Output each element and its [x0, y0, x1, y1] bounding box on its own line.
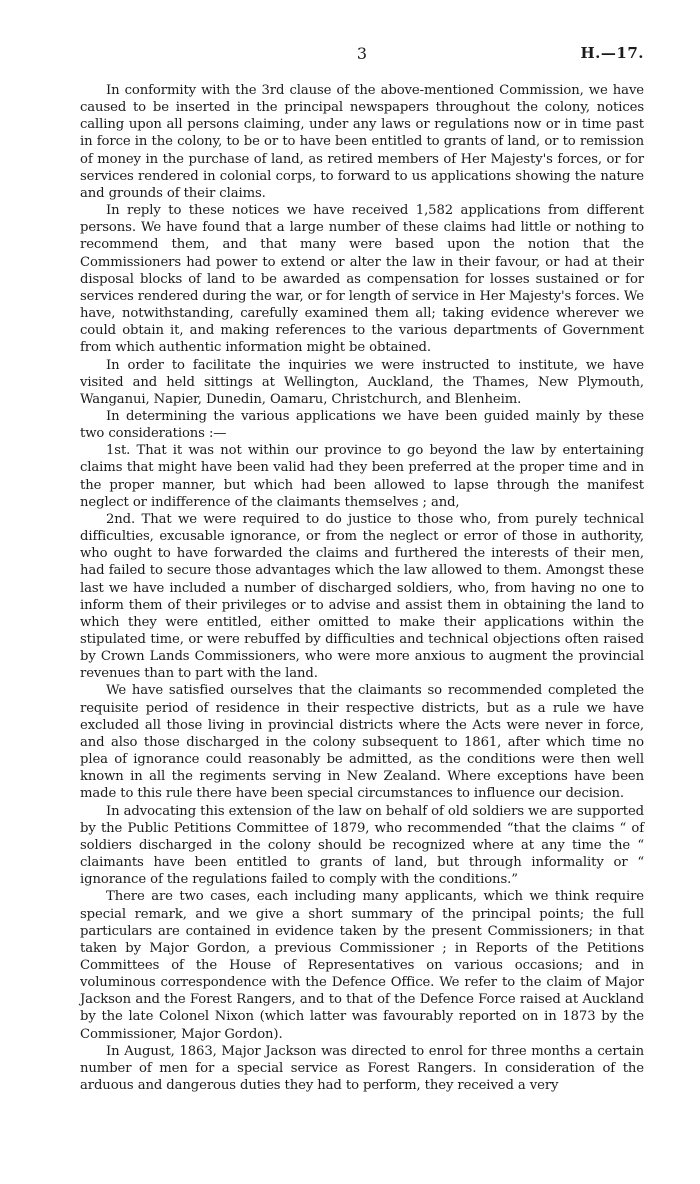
- page-header: [80, 44, 644, 68]
- paragraph: 2nd. That we were required to do justice to those who, from purely technical difficulties, excusable ignorance, or from the neglect or error of those in authority, who ought to have forwarded the claims and furthered the interests of their men, had failed to secure those advantages which the law allowed to them. Amongst these last we have included a number of discharged soldiers, who, from having no one to inform them of their privileges or to advise and assist them in obtaining the land to which they were entitled, either omitted to make their applications within the stipulated time, or were rebuffed by difficulties and technical objections often raised by Crown Lands Commissioners, who were more anxious to augment the provincial revenues than to part with the land.: [80, 511, 644, 682]
- body-text: [80, 82, 644, 1094]
- paragraph: In order to facilitate the inquiries we were instructed to institute, we have visited and held sittings at Wellington, Auckland, the Thames, New Plymouth, Wanganui, Napier, Dunedin, Oamaru, Christchurch, and Blenheim.: [80, 357, 644, 407]
- paragraph: In conformity with the 3rd clause of the above-mentioned Commission, we have caused to be inserted in the principal newspapers throughout the colony, notices calling upon all persons claiming, under any laws or regulations now or in time past in force in the colony, to be or to have been entitled to grants of land, or to remission of money in the purchase of land, as retired members of Her Majesty's forces, or for services rendered in colonial corps, to forward to us applications showing the nature and grounds of their claims.: [80, 83, 644, 201]
- paragraph: In reply to these notices we have received 1,582 applications from different persons. We have found that a large number of these claims had little or nothing to recommend them, and that many were based upon the notion that the Commissioners had power to extend or alter the law in their favour, or had at their disposal blocks of land to be awarded as compensation for losses sustained or for services rendered during the war, or for length of service in Her Majesty's forces. We have, notwithstanding, carefully examined them all; taking evidence wherever we could obtain it, and making references to the various departments of Government from which authentic information might be obtained.: [80, 203, 644, 356]
- document-code: H.—17.: [580, 44, 644, 62]
- paragraph: 1st. That it was not within our province to go beyond the law by entertaining claims that might have been valid had they been preferred at the proper time and in the proper manner, but which had been allowed to lapse through the manifest neglect or indifference of the claimants themselves ; and,: [80, 443, 644, 510]
- paragraph: In advocating this extension of the law on behalf of old soldiers we are supported by the Public Petitions Committee of 1879, who recommended “that the claims “ of soldiers discharged in the colony should be recognized where at any time the “ claimants have been entitled to grants of land, but through informality or “ ignorance of the regulations failed to comply with the conditions.”: [80, 803, 644, 888]
- paragraph: In August, 1863, Major Jackson was directed to enrol for three months a certain number of men for a special service as Forest Rangers. In consideration of the arduous and dangerous duties they had to perform, they received a very: [80, 1043, 644, 1094]
- paragraph: In determining the various applications we have been guided mainly by these two considerations :—: [80, 408, 644, 442]
- page-number: 3: [356, 44, 368, 63]
- paragraph: There are two cases, each including many applicants, which we think require special remark, and we give a short summary of the principal points; the full particulars are contained in evidence taken by the present Commissioners; in that taken by Major Gordon, a previous Commissioner ; in Reports of the Petitions Committees of the House of Representatives on various occasions; and in voluminous correspondence with the Defence Office. We refer to the claim of Major Jackson and the Forest Rangers, and to that of the Defence Force raised at Auckland by the late Colonel Nixon (which latter was favourably reported on in 1873 by the Commissioner, Major Gordon).: [80, 889, 644, 1042]
- paragraph: We have satisfied ourselves that the claimants so recommended completed the requisite period of residence in their respective districts, but as a rule we have excluded all those living in provincial districts where the Acts were never in force, and also those discharged in the colony subsequent to 1861, after which time no plea of ignorance could reasonably be admitted, as the conditions were then well known in all the regiments serving in New Zealand. Where exceptions have been made to this rule there have been special circumstances to influence our decision.: [80, 683, 644, 802]
